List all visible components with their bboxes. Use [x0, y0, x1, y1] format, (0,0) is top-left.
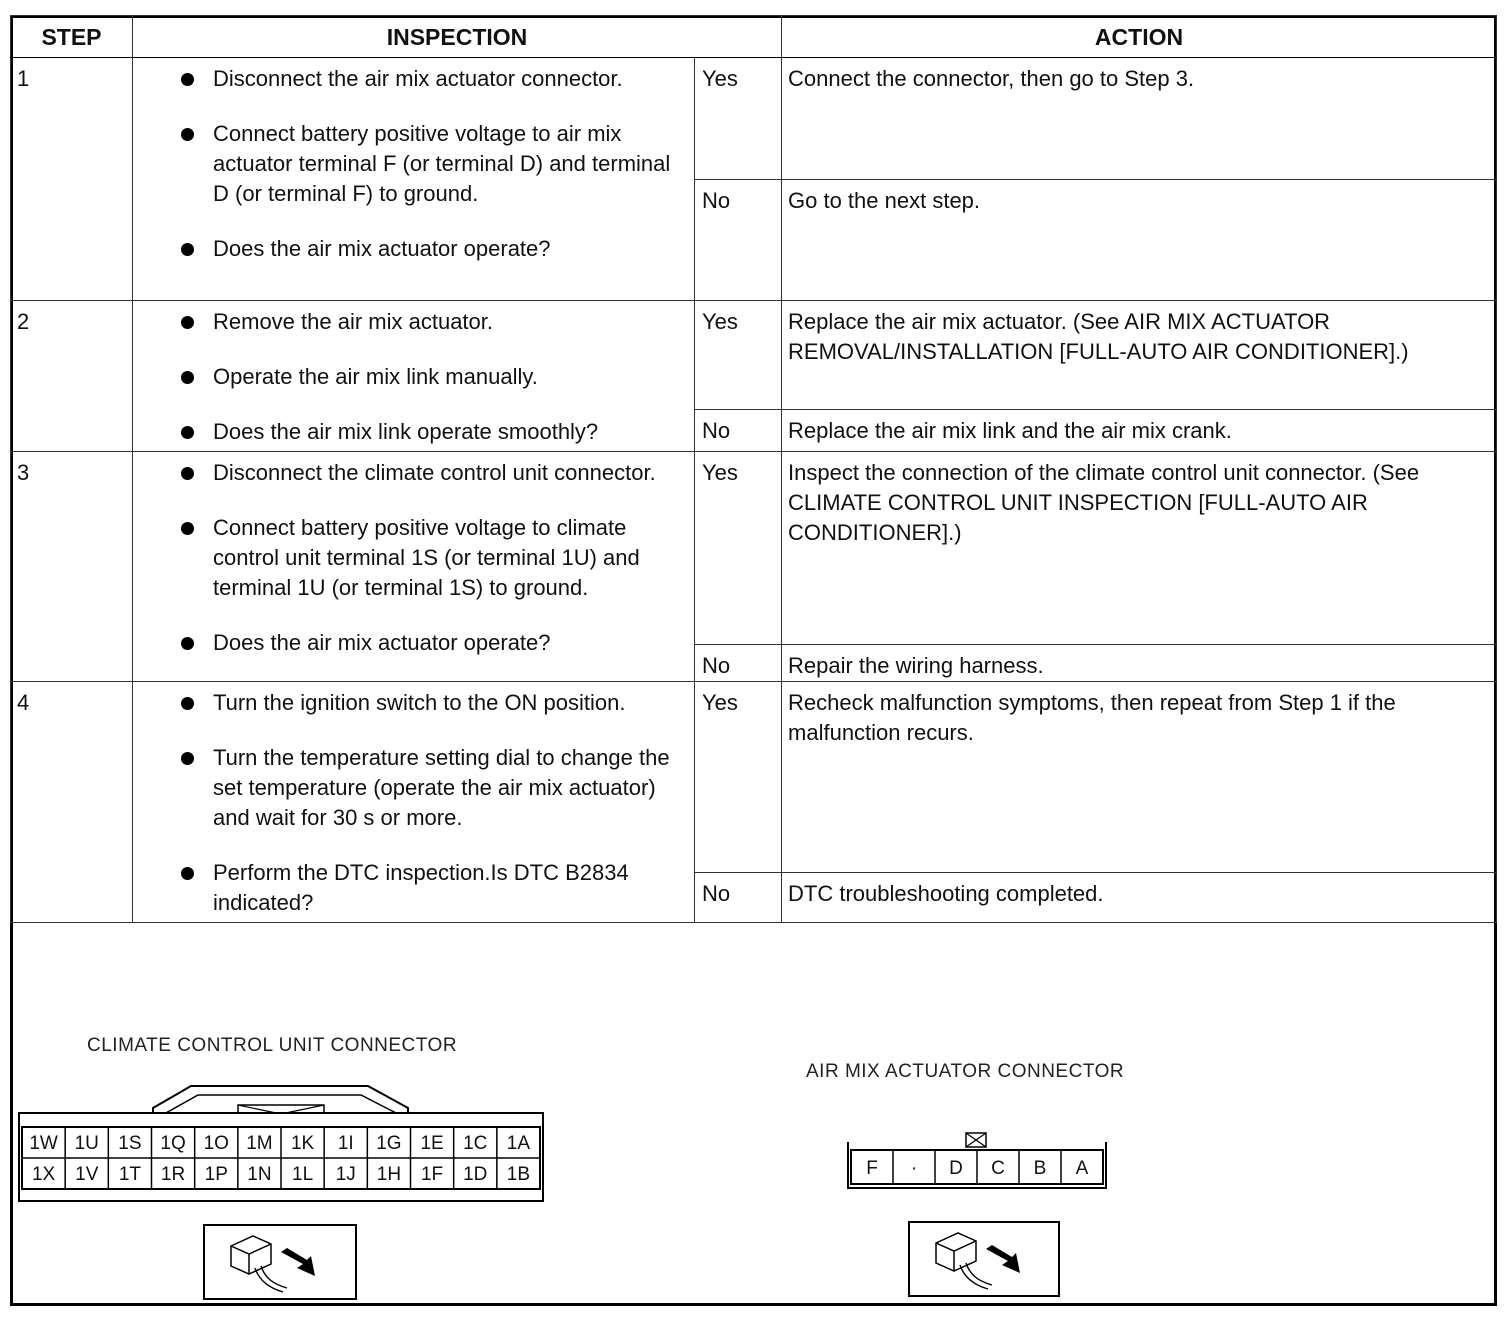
yes-action: Replace the air mix actuator. (See AIR MIX ACTUATOR REMOVAL/INSTALLATION [FULL-AUTO AIR CONDITIONER].)	[782, 301, 1497, 410]
inspection-item: Remove the air mix actuator.	[133, 307, 684, 337]
inspection-item: Disconnect the climate control unit connector.	[133, 458, 684, 488]
step-number: 4	[11, 682, 133, 923]
terminal-label: 1D	[463, 1164, 488, 1185]
step-number: 1	[11, 58, 133, 301]
yes-label: Yes	[695, 301, 782, 410]
no-action: DTC troubleshooting completed.	[782, 873, 1497, 923]
no-action: Replace the air mix link and the air mix crank.	[782, 410, 1497, 452]
step-inspection	[133, 682, 695, 923]
terminal-label: F	[866, 1158, 878, 1179]
terminal-label: 1V	[75, 1164, 99, 1185]
connector-view-icon	[203, 1224, 357, 1300]
terminal-label: 1A	[506, 1133, 531, 1154]
troubleshooting-table	[10, 15, 1497, 923]
terminal-label: 1W	[29, 1133, 58, 1154]
step-number: 3	[11, 452, 133, 682]
yes-action: Connect the connector, then go to Step 3.	[782, 58, 1497, 180]
air-mix-connector-caption: AIR MIX ACTUATOR CONNECTOR	[806, 1061, 1125, 1082]
terminal-label: 1G	[376, 1133, 402, 1154]
terminal-label: 1O	[203, 1133, 229, 1154]
step-inspection	[133, 452, 695, 682]
climate-connector-caption: CLIMATE CONTROL UNIT CONNECTOR	[87, 1035, 458, 1056]
inspection-item: Connect battery positive voltage to air mix actuator terminal F (or terminal D) and terminal D (or terminal F) to ground.	[133, 119, 684, 209]
terminal-label: ·	[910, 1158, 918, 1179]
step-3-yes-row	[11, 452, 1497, 645]
yes-label: Yes	[695, 682, 782, 873]
terminal-label: 1K	[290, 1133, 315, 1154]
connector-view-icon	[908, 1221, 1060, 1297]
yes-label: Yes	[695, 58, 782, 180]
no-label: No	[695, 873, 782, 923]
air-mix-actuator-connector-diagram	[842, 1130, 1112, 1192]
header-inspection: INSPECTION	[133, 16, 782, 58]
inspection-item: Turn the ignition switch to the ON position.	[133, 688, 684, 718]
yes-label: Yes	[695, 452, 782, 645]
terminal-label: 1B	[506, 1164, 531, 1185]
terminal-label: 1E	[420, 1133, 444, 1154]
terminal-label: B	[1033, 1158, 1047, 1179]
terminal-label: 1T	[118, 1164, 142, 1185]
step-number: 2	[11, 301, 133, 452]
terminal-label: 1C	[463, 1133, 488, 1154]
inspection-item: Disconnect the air mix actuator connector.	[133, 64, 684, 94]
inspection-item: Connect battery positive voltage to climate control unit terminal 1S (or terminal 1U) and terminal 1U (or terminal 1S) to ground.	[133, 513, 684, 603]
inspection-item: Turn the temperature setting dial to change the set temperature (operate the air mix actuator) and wait for 30 s or more.	[133, 743, 684, 833]
terminal-label: C	[991, 1158, 1005, 1179]
terminal-label: D	[949, 1158, 963, 1179]
header-action: ACTION	[782, 16, 1497, 58]
terminal-label: 1N	[247, 1164, 272, 1185]
step-1-yes-row	[11, 58, 1497, 180]
no-label: No	[695, 645, 782, 682]
no-action: Repair the wiring harness.	[782, 645, 1497, 682]
terminal-label: 1F	[420, 1164, 444, 1185]
no-action: Go to the next step.	[782, 180, 1497, 301]
terminal-label: 1R	[160, 1164, 186, 1185]
yes-action: Inspect the connection of the climate control unit connector. (See CLIMATE CONTROL UNIT INSPECTION [FULL-AUTO AIR CONDITIONER].)	[782, 452, 1497, 645]
no-label: No	[695, 180, 782, 301]
terminal-label: 1J	[335, 1164, 356, 1185]
inspection-item: Perform the DTC inspection.Is DTC B2834 indicated?	[133, 858, 684, 918]
terminal-label: 1X	[31, 1164, 56, 1185]
step-4-yes-row	[11, 682, 1497, 873]
terminal-label: 1H	[376, 1164, 402, 1185]
inspection-item: Does the air mix link operate smoothly?	[133, 417, 684, 447]
inspection-item: Does the air mix actuator operate?	[133, 628, 684, 658]
header-step: STEP	[11, 16, 133, 58]
terminal-label: 1M	[246, 1133, 273, 1154]
terminal-label: 1I	[337, 1133, 354, 1154]
terminal-label: 1U	[74, 1133, 99, 1154]
terminal-label: 1P	[204, 1164, 228, 1185]
climate-control-unit-connector-diagram	[16, 1075, 551, 1215]
terminal-label: A	[1075, 1158, 1089, 1179]
step-2-yes-row	[11, 301, 1497, 410]
terminal-label: 1S	[118, 1133, 142, 1154]
step-inspection	[133, 301, 695, 452]
step-inspection	[133, 58, 695, 301]
inspection-item: Does the air mix actuator operate?	[133, 234, 684, 264]
no-label: No	[695, 410, 782, 452]
header-row	[11, 16, 1497, 58]
terminal-label: 1L	[292, 1164, 314, 1185]
yes-action: Recheck malfunction symptoms, then repeat from Step 1 if the malfunction recurs.	[782, 682, 1497, 873]
inspection-item: Operate the air mix link manually.	[133, 362, 684, 392]
terminal-label: 1Q	[160, 1133, 186, 1154]
